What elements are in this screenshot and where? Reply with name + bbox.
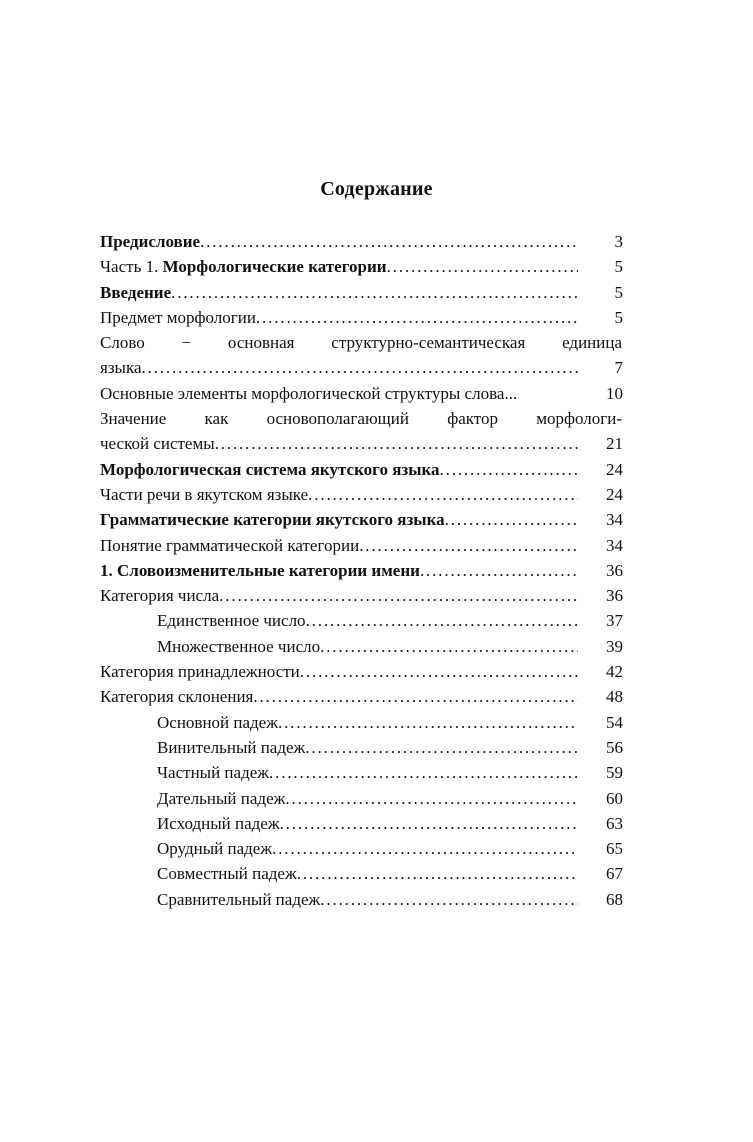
toc-entry — [100, 786, 625, 811]
toc-entry — [100, 305, 625, 330]
toc-leader-dots — [308, 482, 578, 507]
toc-leader-dots — [269, 760, 578, 785]
toc-entry — [100, 634, 625, 659]
toc-entry-label: Сравнительный падеж — [157, 889, 321, 909]
toc-leader-dots — [256, 305, 578, 330]
toc-entry-label: Дательный падеж — [157, 788, 286, 808]
toc-entry-label: Морфологическая система якутского языка — [100, 459, 440, 479]
toc-entry — [100, 254, 625, 279]
toc-entry-label: Предмет морфологии — [100, 307, 256, 327]
toc-page-number: 34 — [606, 510, 623, 530]
toc-page-number: 56 — [606, 737, 623, 757]
toc-page-number: 67 — [606, 864, 623, 884]
toc-page-number: 5 — [614, 307, 623, 327]
page-title: Содержание — [320, 178, 433, 200]
toc-page-number: 59 — [606, 763, 623, 783]
toc-leader-dots — [278, 710, 578, 735]
toc-page-number: 36 — [606, 560, 623, 580]
toc-page-number: 68 — [606, 889, 623, 909]
toc-entry-label: Категория числа — [100, 586, 220, 606]
toc-leader-dots — [280, 811, 578, 836]
toc-entry-label: Единственное число — [157, 611, 306, 631]
toc-leader-dots — [359, 533, 578, 558]
toc-entry-label: Орудный падеж — [157, 839, 273, 859]
toc-entry — [100, 406, 625, 457]
toc-leader-dots — [320, 634, 578, 659]
toc-page-number: 34 — [606, 535, 623, 555]
toc-leader-dots — [306, 608, 578, 633]
toc-entry-label: 1. Словоизменительные категории имени — [100, 560, 420, 580]
toc-entry — [100, 836, 625, 861]
toc-leader-dots — [171, 280, 578, 305]
toc-entry-prefix: Часть 1. — [100, 257, 163, 277]
toc-leader-dots — [253, 684, 578, 709]
toc-entry — [100, 710, 625, 735]
toc-entry — [100, 861, 625, 886]
toc-entry-label: Основной падеж — [157, 712, 278, 732]
toc-entry — [100, 558, 625, 583]
toc-leader-dots — [387, 254, 578, 279]
toc-entry — [100, 887, 625, 912]
toc-entry-label — [100, 254, 387, 279]
toc-page-number: 60 — [606, 788, 623, 808]
toc-page-number: 65 — [606, 839, 623, 859]
toc-page-number: 39 — [606, 636, 623, 656]
toc-entry — [100, 659, 625, 684]
toc-leader-dots — [142, 355, 578, 380]
toc-entry-label: Винительный падеж — [157, 737, 306, 757]
toc-page-number: 42 — [606, 662, 623, 682]
toc-entry — [100, 229, 625, 254]
toc-page-number: 3 — [614, 232, 623, 251]
toc-entry-label: Исходный падеж — [157, 813, 280, 833]
toc-entry-bold-label: Морфологические категории — [162, 257, 387, 277]
toc-page-number: 24 — [606, 484, 623, 504]
toc-entry — [100, 684, 625, 709]
toc-leader-dots — [440, 457, 578, 482]
toc-entry-label: Категория склонения — [100, 687, 254, 707]
toc-leader-dots — [272, 836, 578, 861]
toc-entry-label: Частный падеж — [157, 763, 270, 783]
toc-entry — [100, 811, 625, 836]
toc-entry — [100, 482, 625, 507]
toc-leader-dots — [200, 229, 578, 254]
toc-page-number: 7 — [614, 358, 623, 378]
toc-entry-first-line: Значение как основополагающий фактор морфологи- — [100, 409, 622, 429]
toc-leader-dots — [215, 431, 578, 456]
toc-entry-first-line: Слово − основная структурно-семантическая единица — [100, 333, 622, 353]
toc-page-number: 48 — [606, 687, 623, 707]
toc-entry — [100, 533, 625, 558]
toc-entry-label: языка — [100, 358, 142, 378]
toc-page-number: 5 — [614, 282, 623, 302]
toc-entry-label: Введение — [100, 282, 172, 302]
toc-entry-label: Понятие грамматической категории — [100, 535, 360, 555]
toc-entry — [100, 735, 625, 760]
toc-entry-label: Части речи в якутском языке — [100, 484, 309, 504]
toc-leader-dots — [445, 507, 578, 532]
toc-entry-label: Предисловие — [100, 232, 201, 251]
toc-entry — [100, 330, 625, 381]
toc-leader-dots — [420, 558, 578, 583]
toc-entry — [100, 583, 625, 608]
toc-entry — [100, 507, 625, 532]
toc-entry-label: ческой системы — [100, 434, 215, 454]
toc-page-number: 5 — [614, 257, 623, 277]
toc-page-number: 36 — [606, 586, 623, 606]
toc-page-number: 54 — [606, 712, 623, 732]
toc-entry — [100, 608, 625, 633]
toc-leader-dots — [300, 659, 578, 684]
toc-entry — [100, 760, 625, 785]
toc-page-number: 37 — [606, 611, 623, 631]
toc-entry-label: Основные элементы морфологической структуры слова... — [100, 383, 518, 403]
toc-entry — [100, 457, 625, 482]
toc-entry — [100, 381, 625, 406]
toc-entry — [100, 280, 625, 305]
toc-leader-dots — [305, 735, 578, 760]
toc-entry-label: Грамматические категории якутского языка — [100, 510, 445, 530]
toc-leader-dots — [219, 583, 578, 608]
toc-leader-dots — [285, 786, 578, 811]
toc-page-number: 21 — [606, 434, 623, 454]
table-of-contents — [100, 229, 625, 912]
toc-page-number: 24 — [606, 459, 623, 479]
toc-page-number: 63 — [606, 813, 623, 833]
toc-entry-label: Совместный падеж — [157, 864, 297, 884]
toc-page-number: 10 — [606, 383, 623, 403]
toc-leader-dots — [297, 861, 578, 886]
toc-entry-label: Множественное число — [157, 636, 321, 656]
toc-entry-label: Категория принадлежности — [100, 662, 300, 682]
toc-leader-dots — [320, 887, 578, 912]
